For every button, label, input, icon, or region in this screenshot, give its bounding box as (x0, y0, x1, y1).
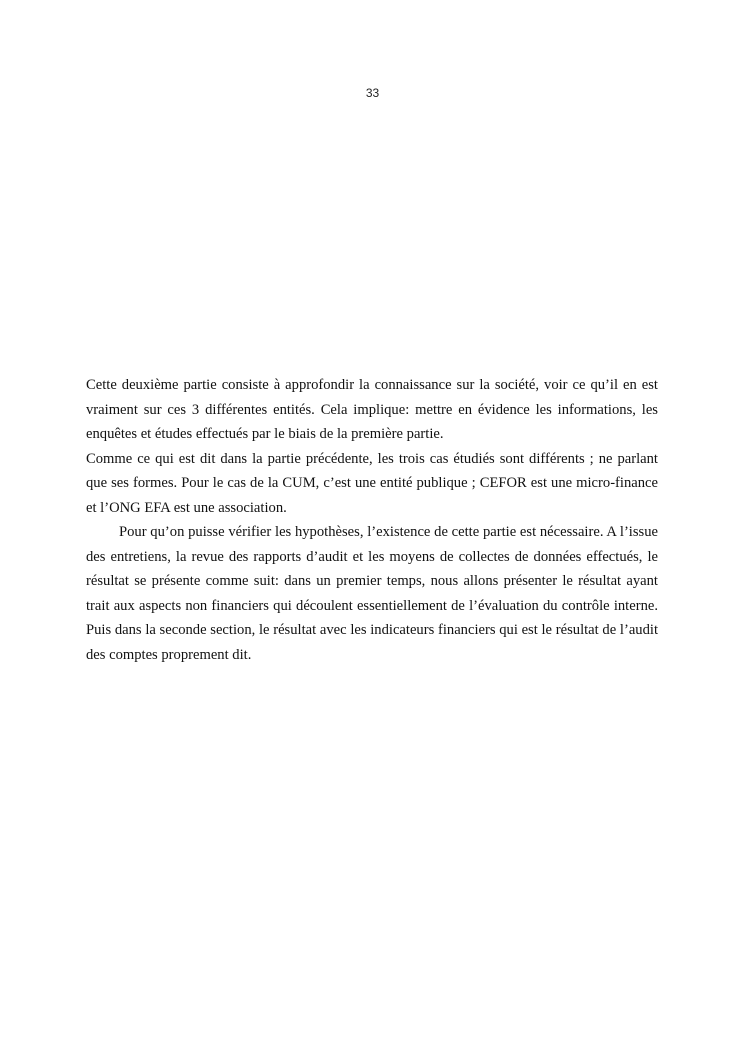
paragraph-intro: Cette deuxième partie consiste à approfondir la connaissance sur la société, voir ce qu’il en est vraiment sur ces 3 différentes entités. Cela implique: mettre en évidence les informations, les enquêtes et études effectués par le biais de la première partie. (86, 377, 658, 442)
page-number: 33 (365, 86, 380, 100)
body-text (86, 373, 658, 667)
paragraph-cases: Comme ce qui est dit dans la partie précédente, les trois cas étudiés sont différents ; ne parlant que ses formes. Pour le cas de la CUM, c’est une entité publique ; CEFOR est une micro-finance et l’ONG EFA est une association. (86, 450, 658, 516)
paragraph-method: Pour qu’on puisse vérifier les hypothèses, l’existence de cette partie est nécessaire. A l’issue des entretiens, la revue des rapports d’audit et les moyens de collectes de données effectués, le résultat se présente comme suit: dans un premier temps, nous allons présenter le résultat ayant trait aux aspects non financiers qui découlent essentiellement de l’évaluation du contrôle interne. Puis dans la seconde section, le résultat avec les indicateurs financiers qui est le résultat de l’audit des comptes proprement dit. (86, 524, 658, 663)
